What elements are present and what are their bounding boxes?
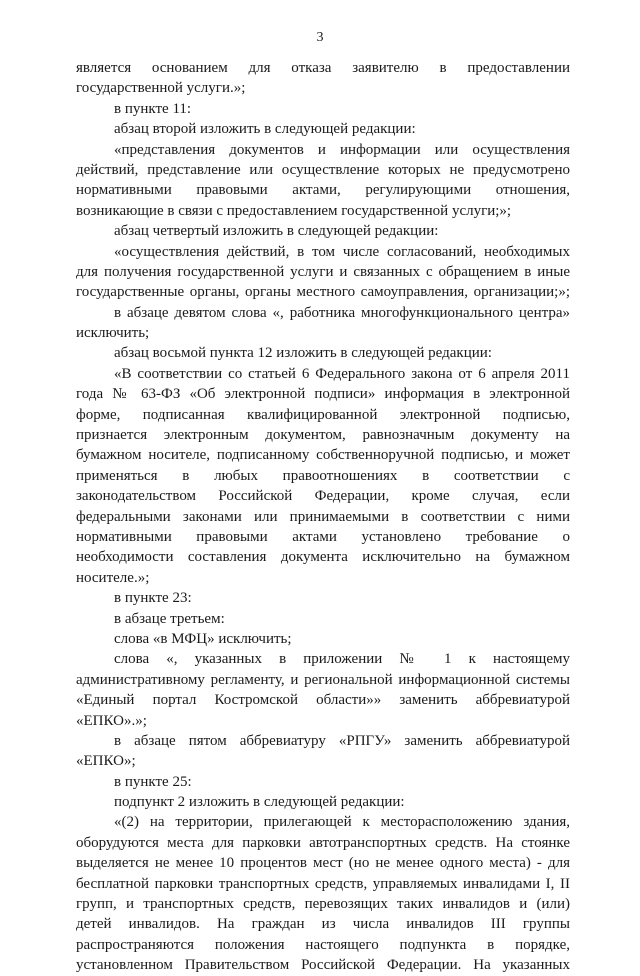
text-line: распространяются положения настоящего подпункта в порядке, xyxy=(76,936,570,953)
text-line: года № 63-ФЗ «Об электронной подписи» информация в электронной xyxy=(76,386,570,403)
text-line: групп, и транспортных средств, перевозящих таких инвалидов и (или) xyxy=(76,896,570,913)
text-line: действий, представление или осуществление которых не предусмотрено xyxy=(76,161,570,178)
text-line: федеральными законами или принимаемыми в соответствии с ними xyxy=(76,508,570,525)
text-line: применяться в любых правоотношениях в соответствии с xyxy=(76,467,570,484)
text-line: законодательством Российской Федерации, кроме случая, если xyxy=(76,488,570,505)
text-line: признается электронным документом, равнозначным документу на xyxy=(76,427,570,444)
document-body xyxy=(76,58,570,976)
text-line: возникающие в связи с предоставлением государственной услуги;»; xyxy=(76,202,512,219)
text-line: форме, подписанная квалифицированной электронной подписью, xyxy=(76,406,570,423)
text-line: бумажном носителе, подписанному собственноручной подписью, и может xyxy=(76,447,570,464)
text-line: нормативными правовыми актами установлено требование о xyxy=(76,528,570,545)
text-line: детей инвалидов. На граждан из числа инвалидов III группы xyxy=(76,916,570,933)
text-line: «(2) на территории, прилегающей к месторасположению здания, xyxy=(114,814,570,831)
text-line: абзац четвертый изложить в следующей редакции: xyxy=(114,223,439,240)
text-line: носителе.»; xyxy=(76,569,150,586)
text-line: в пункте 25: xyxy=(114,773,192,790)
text-line: в абзаце третьем: xyxy=(114,610,225,627)
text-line: в абзаце пятом аббревиатуру «РПГУ» заменить аббревиатурой xyxy=(114,732,570,749)
text-line: оборудуются места для парковки автотранспортных средств. На стоянке xyxy=(76,834,570,851)
text-line: государственные органы, органы местного самоуправления, организации;»; xyxy=(76,284,570,301)
text-line: абзац второй изложить в следующей редакции: xyxy=(114,121,416,138)
text-line: государственной услуги.»; xyxy=(76,80,246,97)
text-line: «ЕПКО».»; xyxy=(76,712,147,729)
text-line: «осуществления действий, в том числе согласований, необходимых xyxy=(114,243,570,260)
text-line: исключить; xyxy=(76,325,150,342)
text-line: слова «, указанных в приложении № 1 к настоящему xyxy=(114,651,570,668)
text-line: слова «в МФЦ» исключить; xyxy=(114,630,292,647)
text-line: для получения государственной услуги и связанных с обращением в иные xyxy=(76,263,570,280)
text-line: в абзаце девятом слова «, работника многофункционального центра» xyxy=(114,304,570,321)
text-line: бесплатной парковки транспортных средств, управляемых инвалидами I, II xyxy=(76,875,570,892)
text-line: выделяется не менее 10 процентов мест (но не менее одного места) - для xyxy=(76,855,570,872)
text-line: подпункт 2 изложить в следующей редакции: xyxy=(114,794,405,811)
text-line: необходимости составления документа исключительно на бумажном xyxy=(76,549,570,566)
text-line: нормативными правовыми актами, регулирующими отношения, xyxy=(76,182,570,199)
text-line: «В соответствии со статьей 6 Федерального закона от 6 апреля 2011 xyxy=(114,365,570,382)
text-line: установленном Правительством Российской Федерации. На указанных xyxy=(76,957,570,974)
text-line: «ЕПКО»; xyxy=(76,753,136,770)
text-line: является основанием для отказа заявителю в предоставлении xyxy=(76,60,570,76)
text-line: «представления документов и информации или осуществления xyxy=(114,141,570,158)
text-line: «Единый портал Костромской области»» заменить аббревиатурой xyxy=(76,692,570,709)
page-number: 3 xyxy=(316,30,324,45)
text-line: в пункте 23: xyxy=(114,590,192,607)
text-line: административному регламенту, и региональной информационной системы xyxy=(76,671,570,688)
text-line: абзац восьмой пункта 12 изложить в следующей редакции: xyxy=(114,345,492,362)
text-line: в пункте 11: xyxy=(114,100,192,117)
